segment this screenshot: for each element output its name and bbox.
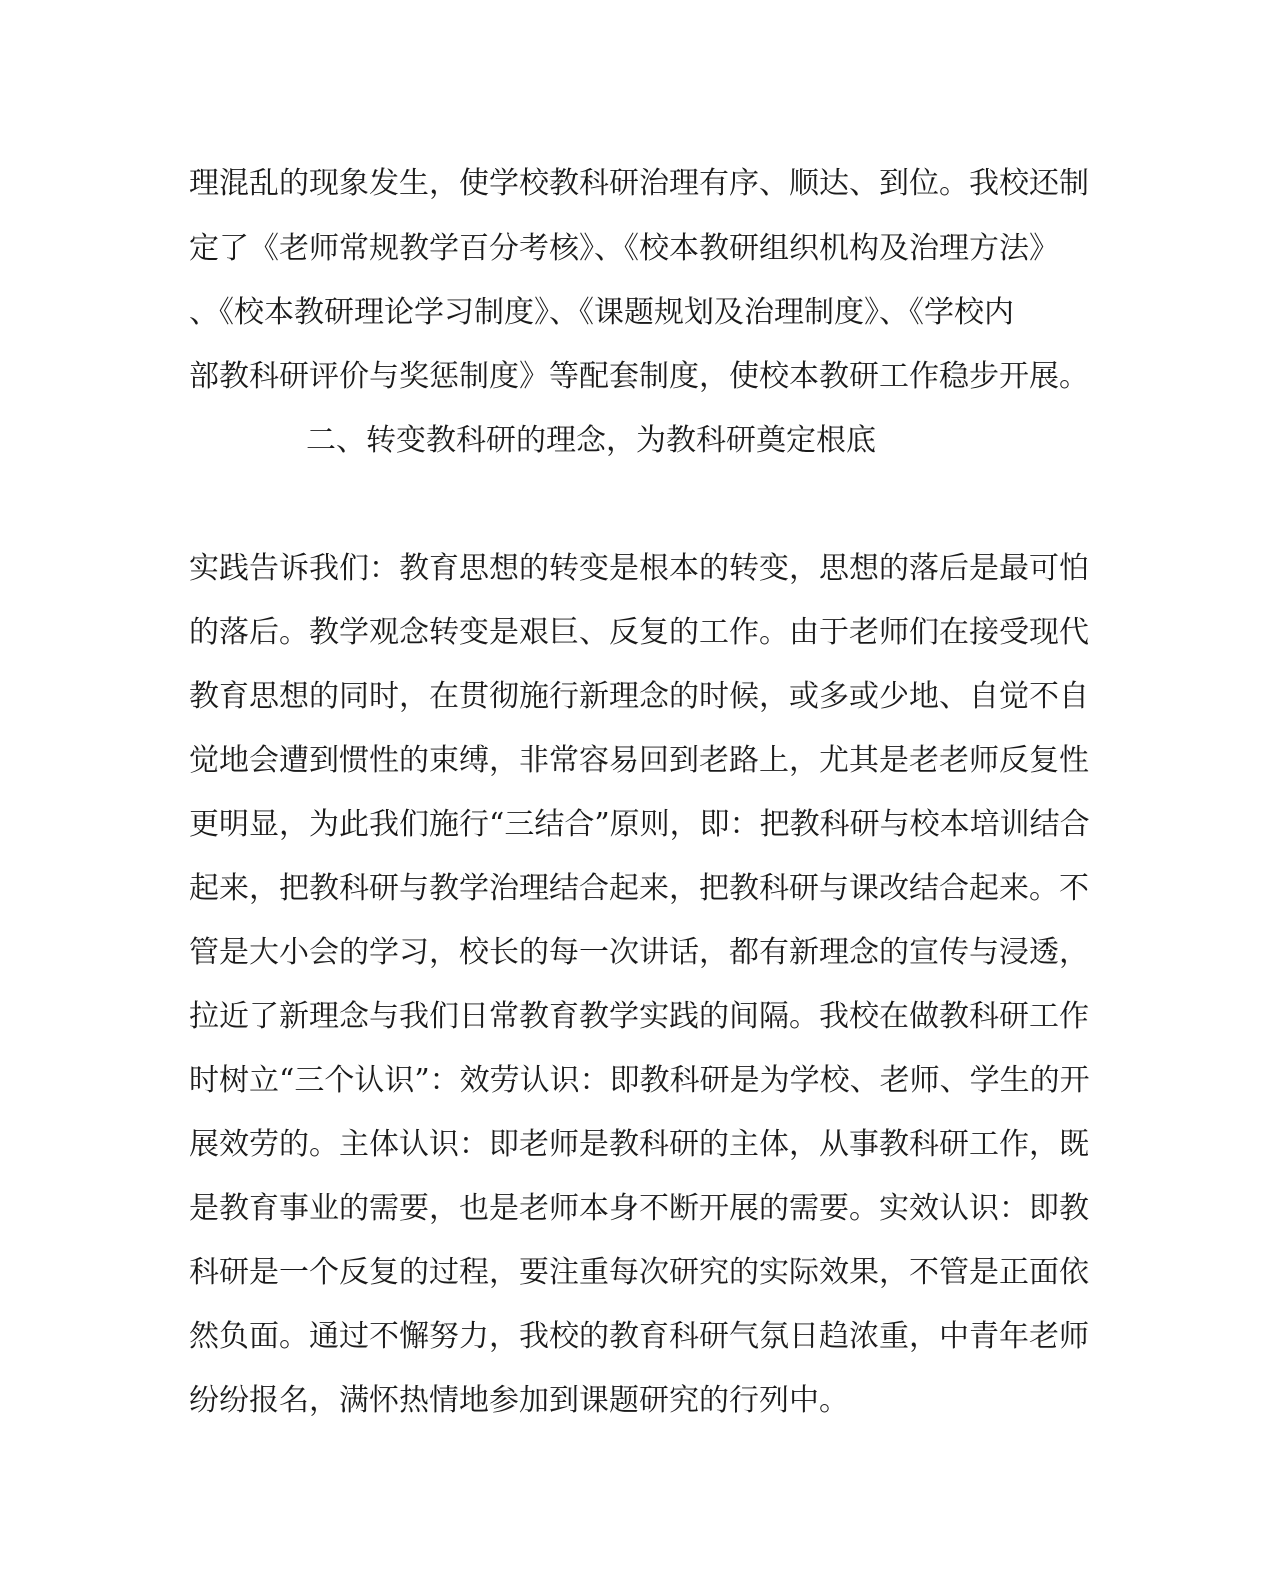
paragraph-2-line-14: 纷纷报名，满怀热情地参加到课题研究的行列中。 [189,1383,849,1418]
paragraph-2-line-3: 教育思想的同时，在贯彻施行新理念的时候，或多或少地、自觉不自 [189,679,1089,714]
paragraph-2-line-4: 觉地会遭到惯性的束缚，非常容易回到老路上，尤其是老老师反复性 [189,743,1089,778]
paragraph-2-line-9: 时树立“三个认识”：效劳认识：即教科研是为学校、老师、学生的开 [189,1063,1090,1098]
paragraph-2-line-12: 科研是一个反复的过程，要注重每次研究的实际效果，不管是正面依 [189,1255,1089,1290]
paragraph-2-line-1: 实践告诉我们：教育思想的转变是根本的转变，思想的落后是最可怕 [189,551,1089,586]
paragraph-1-line-1: 理混乱的现象发生，使学校教科研治理有序、顺达、到位。我校还制 [189,166,1089,201]
paragraph-2-line-10: 展效劳的。主体认识：即老师是教科研的主体，从事教科研工作，既 [189,1127,1089,1162]
paragraph-2-line-13: 然负面。通过不懈努力，我校的教育科研气氛日趋浓重，中青年老师 [189,1319,1089,1354]
paragraph-2-line-2: 的落后。教学观念转变是艰巨、反复的工作。由于老师们在接受现代 [189,615,1089,650]
paragraph-1-line-4: 部教科研评价与奖惩制度》等配套制度，使校本教研工作稳步开展。 [189,359,1089,394]
paragraph-2-line-11: 是教育事业的需要，也是老师本身不断开展的需要。实效认识：即教 [189,1191,1089,1226]
paragraph-2-line-5: 更明显，为此我们施行“三结合”原则，即：把教科研与校本培训结合 [189,807,1090,842]
paragraph-1-line-2: 定了《老师常规教学百分考核》、《校本教研组织机构及治理方法》 [189,231,1059,266]
paragraph-2-line-7: 管是大小会的学习，校长的每一次讲话，都有新理念的宣传与浸透， [189,935,1089,970]
paragraph-1-line-3: 、《校本教研理论学习制度》、《课题规划及治理制度》、《学校内 [189,295,1014,330]
paragraph-2-line-6: 起来，把教科研与教学治理结合起来，把教科研与课改结合起来。不 [189,871,1089,906]
section-heading: 二、转变教科研的理念，为教科研奠定根底 [306,423,876,458]
paragraph-2-line-8: 拉近了新理念与我们日常教育教学实践的间隔。我校在做教科研工作 [189,999,1089,1034]
